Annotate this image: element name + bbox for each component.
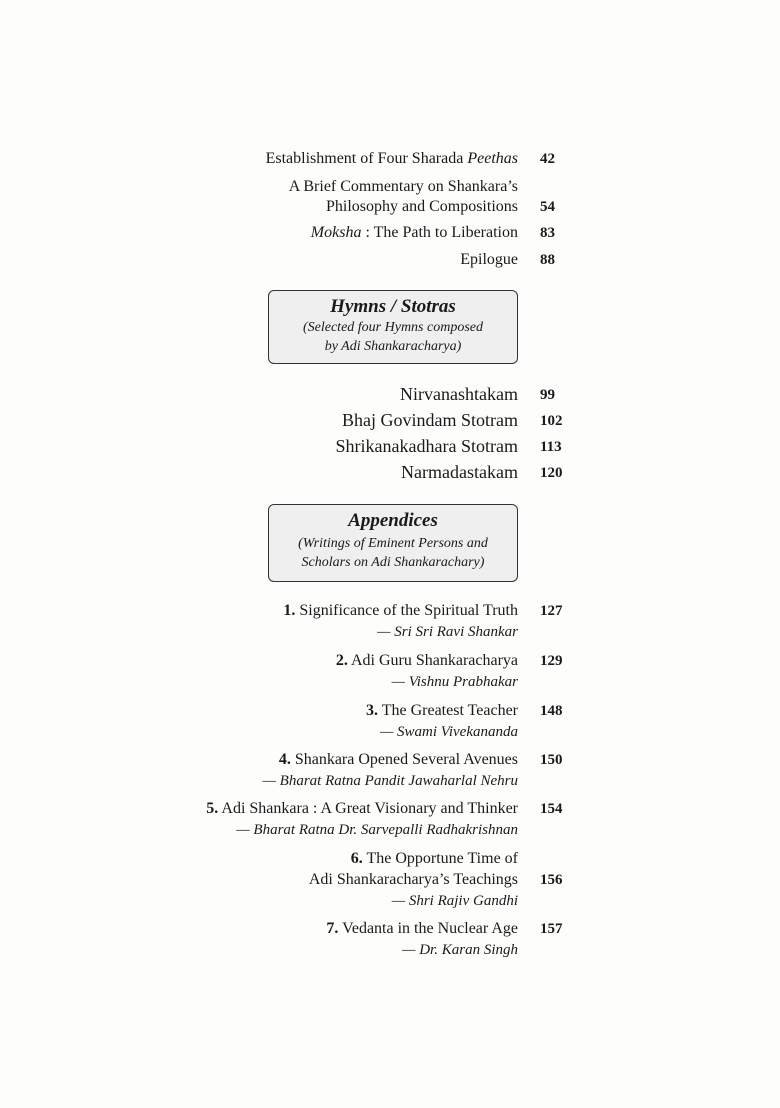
section-heading: Appendices <box>348 510 438 531</box>
toc-entry-page: 83 <box>540 225 555 241</box>
appendix-page: 154 <box>540 801 563 817</box>
appendix-page: 157 <box>540 921 563 937</box>
section-box-hymns <box>268 290 518 364</box>
hymn-title: Bhaj Govindam Stotram <box>342 410 518 430</box>
toc-entry-title: Establishment of Four Sharada Peethas <box>265 150 518 167</box>
toc-entry-page: 88 <box>540 252 555 268</box>
appendix-title: 5. Adi Shankara : A Great Visionary and Thinker <box>206 800 518 817</box>
hymn-page: 99 <box>540 387 555 403</box>
appendix-page: 150 <box>540 752 563 768</box>
appendix-author: — Shri Rajiv Gandhi <box>391 893 518 909</box>
appendix-page: 148 <box>540 703 563 719</box>
appendix-page: 129 <box>540 653 563 669</box>
appendix-author: — Swami Vivekananda <box>379 724 518 740</box>
appendix-title: 6. The Opportune Time of <box>350 850 518 867</box>
appendix-title-line2: Adi Shankaracharya’s Teachings <box>308 871 518 888</box>
toc-entry-title-line2: Philosophy and Compositions <box>325 198 518 215</box>
appendix-title: 7. Vedanta in the Nuclear Age <box>326 920 518 937</box>
section-subtitle-line1: (Selected four Hymns composed <box>302 320 483 335</box>
section-subtitle-line2: Scholars on Adi Shankarachary) <box>301 555 485 570</box>
toc-entry-title-line1: A Brief Commentary on Shankara’s <box>288 178 518 195</box>
section-subtitle-line1: (Writings of Eminent Persons and <box>298 536 488 551</box>
section-subtitle-line2: by Adi Shankaracharya) <box>324 339 462 354</box>
appendix-page: 127 <box>540 603 563 619</box>
appendix-author: — Bharat Ratna Pandit Jawaharlal Nehru <box>262 773 518 789</box>
hymn-title: Shrikanakadhara Stotram <box>335 436 518 456</box>
toc-entry-title: Moksha : The Path to Liberation <box>310 224 518 241</box>
appendix-author: — Sri Sri Ravi Shankar <box>377 624 518 640</box>
appendix-author: — Bharat Ratna Dr. Sarvepalli Radhakrishnan <box>236 822 518 838</box>
hymn-title: Narmadastakam <box>401 462 518 482</box>
appendix-title: 4. Shankara Opened Several Avenues <box>278 751 518 768</box>
appendix-title: 2. Adi Guru Shankaracharya <box>335 652 518 669</box>
appendix-title: 3. The Greatest Teacher <box>366 702 518 719</box>
toc-entry-page: 42 <box>540 151 555 167</box>
appendix-title: 1. Significance of the Spiritual Truth <box>283 602 518 619</box>
hymn-page: 102 <box>540 413 563 429</box>
section-box-appendices <box>268 504 518 582</box>
section-heading: Hymns / Stotras <box>330 296 456 317</box>
hymn-page: 113 <box>540 439 562 455</box>
appendix-page: 156 <box>540 872 563 888</box>
hymn-title: Nirvanashtakam <box>400 384 518 404</box>
toc-entry-page: 54 <box>540 199 555 215</box>
appendix-author: — Dr. Karan Singh <box>402 942 518 958</box>
hymn-page: 120 <box>540 465 563 481</box>
toc-entry-title: Epilogue <box>460 251 518 268</box>
appendix-author: — Vishnu Prabhakar <box>391 674 518 690</box>
